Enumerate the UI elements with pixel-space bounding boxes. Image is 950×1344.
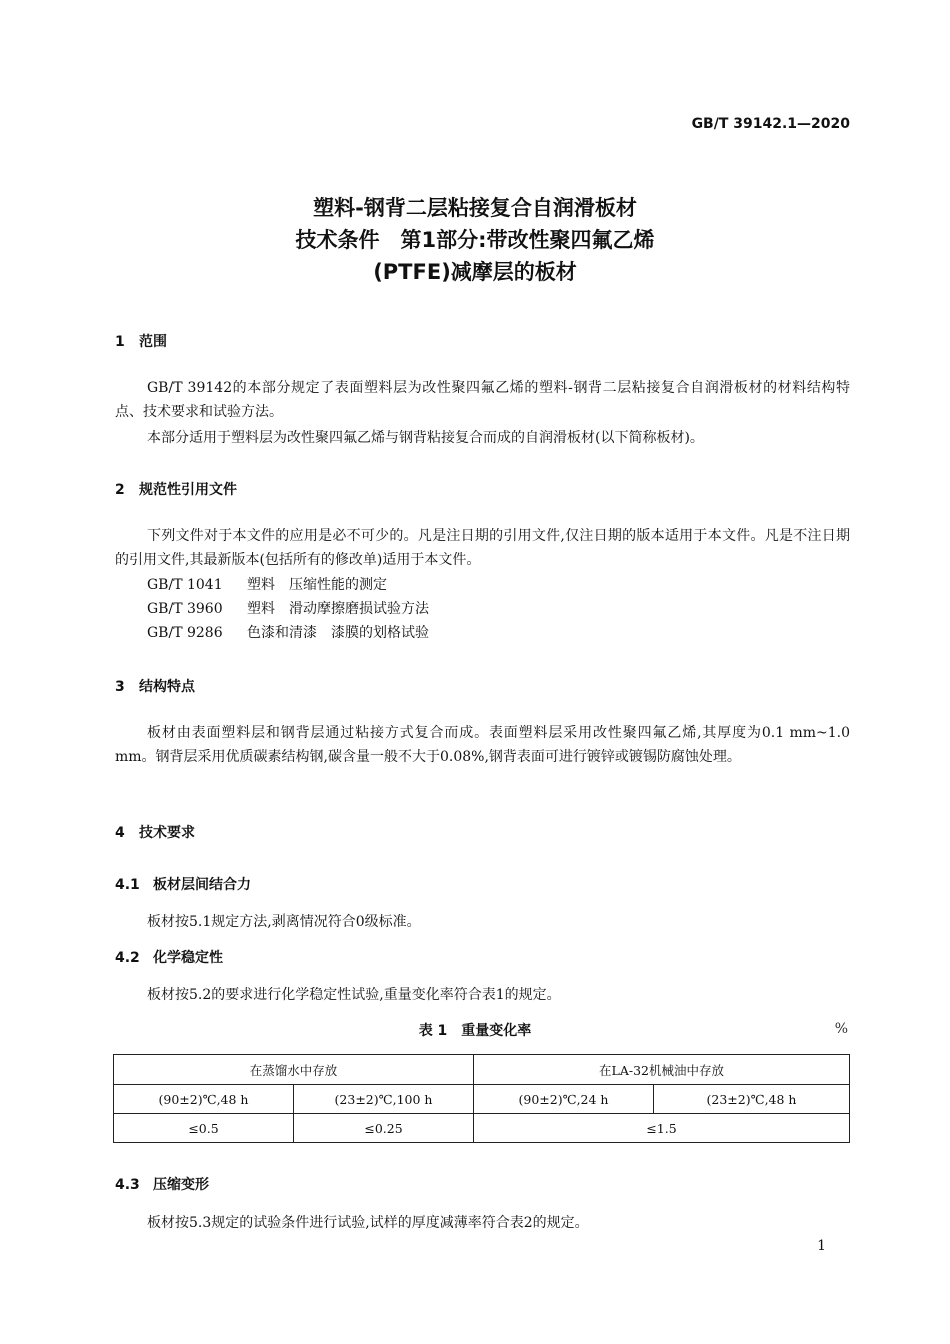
reference-title: 塑料 压缩性能的测定	[247, 577, 387, 593]
table-1	[113, 1054, 850, 1143]
section-number: 2	[115, 482, 125, 498]
reference-item	[147, 574, 387, 594]
section-4-3-heading	[115, 1174, 209, 1194]
table-condition-cell: (23±2)℃,100 h	[294, 1085, 474, 1114]
section-4-1-paragraph: 板材按5.1规定方法,剥离情况符合0级标准。	[147, 914, 421, 930]
section-1-heading	[115, 331, 167, 351]
table-condition-cell: (90±2)℃,24 h	[474, 1085, 654, 1114]
reference-title: 塑料 滑动摩擦磨损试验方法	[247, 601, 429, 617]
section-title: 结构特点	[139, 679, 195, 695]
section-title: 化学稳定性	[153, 950, 223, 966]
table-1-unit: %	[834, 1021, 848, 1037]
section-title: 规范性引用文件	[139, 482, 237, 498]
table-value-cell: ≤0.5	[114, 1114, 294, 1143]
section-title: 压缩变形	[153, 1177, 209, 1193]
table-row	[114, 1055, 850, 1085]
section-number: 4.1	[115, 877, 140, 893]
table-value-cell: ≤1.5	[474, 1114, 850, 1143]
section-number: 1	[115, 334, 125, 350]
section-4-2-paragraph: 板材按5.2的要求进行化学稳定性试验,重量变化率符合表1的规定。	[147, 987, 561, 1003]
title-line-2: 技术条件 第1部分:带改性聚四氟乙烯	[295, 228, 655, 252]
table-row	[114, 1085, 850, 1114]
table-1-caption: 表 1 重量变化率	[418, 1023, 532, 1039]
table-condition-cell: (90±2)℃,48 h	[114, 1085, 294, 1114]
section-4-3-paragraph: 板材按5.3规定的试验条件进行试验,试样的厚度减薄率符合表2的规定。	[147, 1215, 589, 1231]
table-row	[114, 1114, 850, 1143]
table-condition-cell: (23±2)℃,48 h	[654, 1085, 850, 1114]
section-1-paragraph-2: 本部分适用于塑料层为改性聚四氟乙烯与钢背粘接复合而成的自润滑板材(以下简称板材)。	[147, 430, 704, 446]
section-3-paragraph-1: 板材由表面塑料层和钢背层通过粘接方式复合而成。表面塑料层采用改性聚四氟乙烯,其厚度为0.1 mm~1.0 mm。钢背层采用优质碳素结构钢,碳含量一般不大于0.08%,钢背表面可进行镀锌或镀锡防腐蚀处理。	[115, 725, 850, 765]
section-title: 技术要求	[139, 825, 195, 841]
section-1-paragraph-1: GB/T 39142的本部分规定了表面塑料层为改性聚四氟乙烯的塑料-钢背二层粘接复合自润滑板材的材料结构特点、技术要求和试验方法。	[115, 380, 850, 420]
page-number: 1	[817, 1238, 826, 1254]
title-line-1: 塑料-钢背二层粘接复合自润滑板材	[313, 196, 637, 220]
section-3-heading	[115, 676, 195, 696]
table-group-header: 在蒸馏水中存放	[114, 1055, 474, 1085]
section-4-1-heading	[115, 874, 251, 894]
table-value-cell: ≤0.25	[294, 1114, 474, 1143]
section-4-heading	[115, 822, 195, 842]
reference-item	[147, 622, 429, 642]
section-number: 4.2	[115, 950, 140, 966]
section-title: 范围	[139, 334, 167, 350]
section-number: 3	[115, 679, 125, 695]
reference-title: 色漆和清漆 漆膜的划格试验	[247, 625, 429, 641]
section-2-paragraph-1: 下列文件对于本文件的应用是必不可少的。凡是注日期的引用文件,仅注日期的版本适用于本文件。凡是不注日期的引用文件,其最新版本(包括所有的修改单)适用于本文件。	[115, 528, 850, 568]
standard-code: GB/T 39142.1—2020	[691, 116, 850, 132]
table-group-header: 在LA-32机械油中存放	[474, 1055, 850, 1085]
section-number: 4.3	[115, 1177, 140, 1193]
section-2-heading	[115, 479, 237, 499]
reference-code: GB/T 1041	[147, 577, 223, 593]
reference-code: GB/T 3960	[147, 601, 223, 617]
section-4-2-heading	[115, 947, 223, 967]
section-number: 4	[115, 825, 125, 841]
title-line-3: (PTFE)减摩层的板材	[373, 260, 577, 284]
document-title	[0, 192, 950, 288]
reference-code: GB/T 9286	[147, 625, 223, 641]
section-title: 板材层间结合力	[153, 877, 251, 893]
reference-item	[147, 598, 429, 618]
